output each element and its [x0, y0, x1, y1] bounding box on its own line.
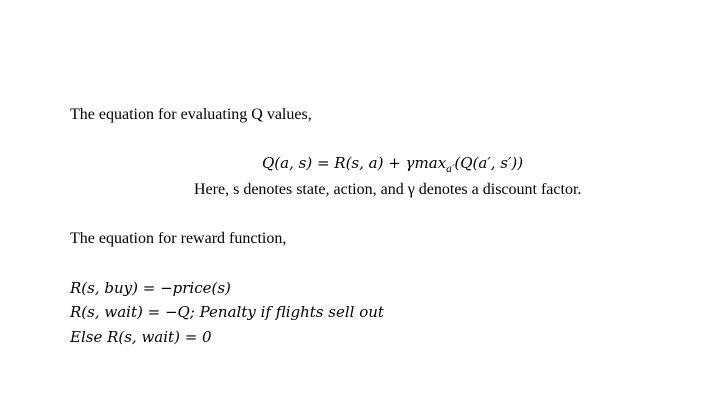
q-equation-rhs: (Q(a′, s′)): [454, 154, 524, 172]
reward-equation-buy: R(s, buy) = −price(s): [70, 279, 231, 297]
reward-function-intro: The equation for reward function,: [70, 230, 287, 247]
q-equation-subscript: a′: [446, 164, 455, 175]
q-equation-explanation: Here, s denotes state, action, and γ denotes a discount factor.: [194, 181, 582, 198]
reward-equation-wait: R(s, wait) = −Q; Penalty if flights sell out: [70, 303, 384, 321]
reward-equation-else: Else R(s, wait) = 0: [70, 328, 212, 346]
q-value-equation: [262, 153, 523, 176]
q-equation-lhs: Q(a, s) = R(s, a) + γmax: [262, 154, 447, 172]
q-values-intro: The equation for evaluating Q values,: [70, 106, 312, 123]
